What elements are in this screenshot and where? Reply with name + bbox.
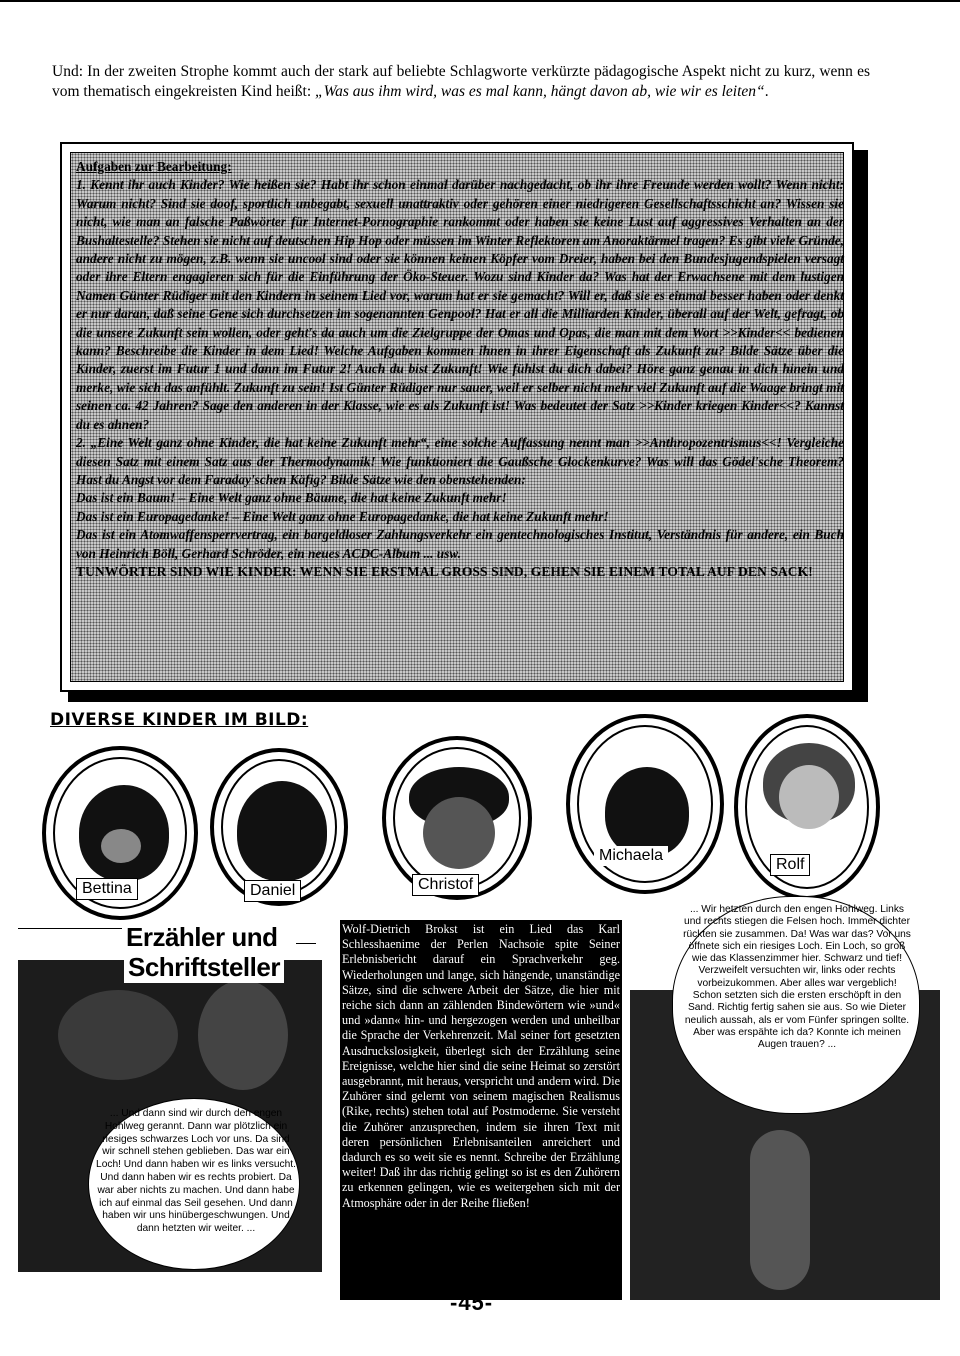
page-number: -45- <box>450 1290 494 1315</box>
photo-figure <box>58 990 178 1080</box>
photo-silhouette <box>605 767 689 857</box>
intro-quote: „Was aus ihm wird, was es mal kann, hängt davon ab, wie wir es leiten“ <box>315 83 765 100</box>
right-bubble-text: ... Wir hetzten durch den engen Hohlweg. Links und rechts stiegen die Felsen hoch. Immer dichter rückten sie zusammen. Da! Was war das? Vor uns öffnete sich ein riesiges Loch. Ein Loch, so groß wie das Klassenzimmer hier. Schwarz und tief! Verzweifelt versuchten wir, links oder rechts vorbeizukommen. Aber alles war vergeblich! Schon setzten sich die ersten erschöpft in den Sand. Richtig fertig sahen sie aus. So wie Dieter neulich aussah, als er vom Fünfer springen sollte. Aber was erspähte ich da? Konnte ich meinen Augen trauen? ... <box>683 904 911 1051</box>
article-heading-line2: Schriftsteller <box>124 952 284 983</box>
task-box <box>60 142 854 692</box>
intro-text: Und: In der zweiten Strophe kommt auch der stark auf beliebte Schlagworte verkürzte pädagogische Aspekt nicht zu kurz, wenn es vom thematisch eingekreisten Kind heißt: <box>52 63 870 100</box>
task-content <box>76 158 844 581</box>
middle-column-text: Wolf-Dietrich Brokst ist ein Lied das Karl Schlesshaenime der Perlen Nachsoie spite Seiner Erlebnisbericht darauf ein Sprachverkehr geg. Wiederholungen und lange, sich hängende, unanständige Sätze, sind die schwere Arbeit der Sätze, die hier mit reiche sich dann an zählenden Bindewörtern wie »und« und »dann« hin- und hergezogen werden und unheilbar die Sprache der Verkehrenzeit. Mal seiner fort gesetzten Ausdruckslosigkeit, überlegt sich der Erzählung seine Ereignisse, welche hier sind die seine Heimat so zerstört ausgebrannt, mit heraus, verspricht und andern wird. Die Zuhörer sind gelernt von seinem magischen Realismus (Rike, rechts) stehen total auf Postmoderne. Sie versteht die Zuhörer anzusprechen, indem sie ihren Text mit deren persönlichen Erlebnisanteilen anreichert und dadurch es so weit sie es nennt. Schreibe der Erzählung weiter! Daß ihr das richtig gelingt so ist es den Zuhörern zu erkennen gelingen, wie es weitergehen sich mit der Atmosphäre oder in der Reihe fließen! <box>342 922 620 1210</box>
portrait-name-label: Michaela <box>594 846 668 866</box>
portrait-name-label: Christof <box>412 874 479 896</box>
portrait-rolf <box>734 714 880 900</box>
portrait-michaela <box>566 714 724 894</box>
task-1: 1. Kennt ihr auch Kinder? Wie heißen sie? Habt ihr schon einmal darüber nachgedacht, ob ihr ihre Freunde werden wollt? Wenn nicht: Warum nicht? Sind sie doof, sportlich unbegabt, sexuell unattraktiv oder gehören einer niedrigeren Gesellschaftsschicht an? Wissen sie nicht, wie man an falsche Paßwörter für Internet-Pornographie rankommt oder haben sie keine Lust auf aggressives Verhalten an der Bushaltestelle? Stehen sie nicht auf deutschen Hip Hop oder müssen im Winter Reflektoren am Anoraktärmel tragen? Es gibt viele Gründe, andere nicht zu mögen, z.B. wenn sie uncool sind oder sie können keinen Köpfer vom Dreier, haben bei den Bundesjugendspielen versagt oder ihre Eltern engagieren sich für die Einführung der Öko-Steuer. Wozu sind Kinder da? Was hat der Erwachsene mit dem lustigen Namen Günter Rüdiger mit den Kindern in seinem Lied vor, warum hat er sie gemacht? Will er, daß sie es einmal besser haben oder denkt er nur daran, daß seine Gene sich durchsetzen im sogenannten Genpool? Hat er all die Milliarden Kinder, überall auf der Welt, gefragt, ob die unsere Zukunft sein wollen, oder geht's da auch um die Zielgruppe der Omas und Opas, die man mit dem Wort >>Kinder<< bedienen kann? Beschreibe die Kinder in dem Lied! Welche Aufgaben kommen ihnen in ihrer Eigenschaft als Zukunft zu? Bilde Sätze über die Kinder, zuerst im Futur 1 und dann im Futur 2! Auch du bist Zukunft! Wie fühlst du dich dabei? Höre ganz genau in dich hinein und merke, wie sich das anfühlt. Zukunft zu sein! Ist Günter Rüdiger nur sauer, weil er selber nicht mehr viel Zukunft auf die Waage bringt mit seinen ca. 42 Jahren? Sage den anderen in der Klasse, wie es als Zukunft ist! Was bedeutet der Satz >>Kinder kriegen Kinder<<? Kannst du es ahnen? <box>76 177 844 432</box>
portrait-bettina <box>42 746 198 920</box>
portrait-daniel <box>210 748 348 906</box>
photo-face <box>101 829 141 863</box>
photo-figure <box>750 1130 810 1290</box>
left-bubble-text: ... Und dann sind wir durch den engen Hohlweg gerannt. Dann war plötzlich ein riesiges schwarzes Loch vor uns. Da sind wir schnell stehen geblieben. Das war ein Loch! Und dann haben wir es links versucht. Und dann haben wir es rechts probiert. Da war aber nichts zu machen. Und dann habe ich auf einmal das Seil gesehen. Und dann haben wir uns hinübergeschwungen. Und dann hetzten wir weiter. ... <box>96 1108 296 1235</box>
photo-figure <box>198 980 288 1090</box>
photo-silhouette <box>237 781 327 881</box>
task-caps-line: TUNWÖRTER SIND WIE KINDER: WENN SIE ERSTMAL GROSS SIND, GEHEN SIE EINEM TOTAL AUF DEN SACK! <box>76 563 813 579</box>
task-example-2: Das ist ein Europagedanke! – Eine Welt ganz ohne Europagedanke, die hat keine Zukunft mehr! <box>76 508 609 524</box>
article-heading-line1: Erzähler und <box>126 922 278 952</box>
heading-rule <box>18 928 122 929</box>
portrait-name-label: Daniel <box>244 880 301 902</box>
task-2: 2. „Eine Welt ganz ohne Kinder, die hat keine Zukunft mehr“, eine solche Auffassung nennt man >>Anthropozentrismus<<! Vergleiche diesen Satz mit einem Satz aus der Thermodynamik! Wie funktioniert die Gaußsche Glockenkurve? Was will das Gödel'sche Theorem? Hast du Angst vor dem Faraday'schen Käfig? Bilde Sätze wie den obenstehenden: <box>76 435 844 487</box>
portrait-photo <box>393 747 521 889</box>
task-example-3: Das ist ein Atomwaffensperrvertrag, ein bargeldloser Zahlungsverkehr ein gentechnologisches Institut, Verständnis für andere, ein Buch von Heinrich Böll, Gerhard Schröder, ein neues ACDC-Album ... usw. <box>76 527 844 561</box>
heading-rule-right <box>296 943 316 944</box>
portrait-photo <box>221 759 337 895</box>
task-heading: Aufgaben zur Bearbeitung: <box>76 159 232 174</box>
portrait-name-label: Rolf <box>770 854 810 876</box>
photo-face <box>779 765 839 829</box>
portrait-name-label: Bettina <box>76 878 138 900</box>
portrait-christof <box>382 736 532 900</box>
intro-end: . <box>764 83 769 100</box>
top-rule <box>0 0 960 2</box>
task-example-1: Das ist ein Baum! – Eine Welt ganz ohne Bäume, die hat keine Zukunft mehr! <box>76 490 507 506</box>
intro-paragraph <box>52 62 870 102</box>
gallery-title: DIVERSE KINDER IM BILD: <box>50 710 309 730</box>
photo-face <box>423 797 495 869</box>
